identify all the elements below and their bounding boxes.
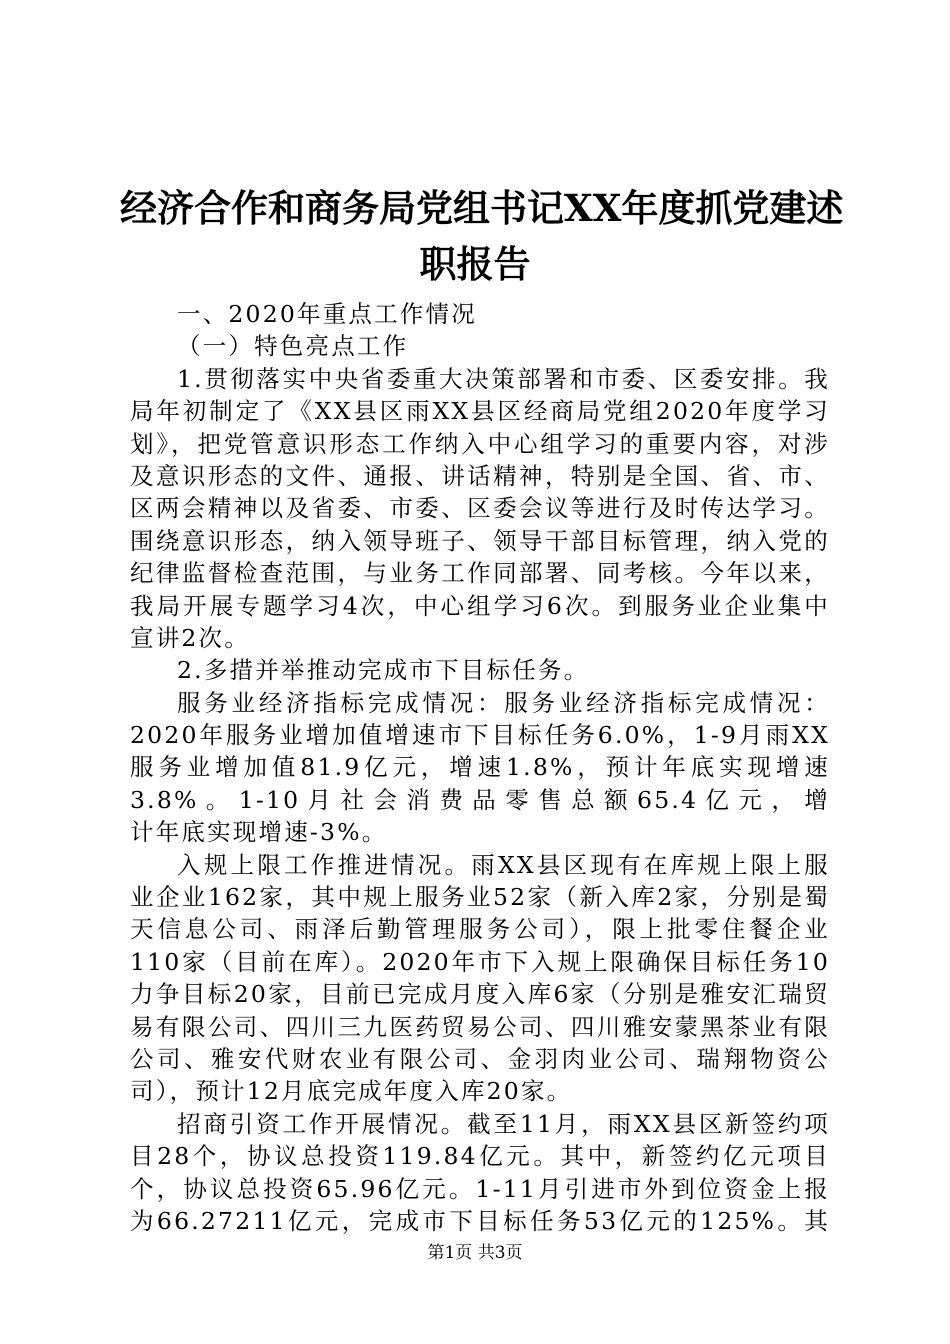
body-text-line: 宣讲2次。 xyxy=(130,623,250,652)
body-text-line: 2.多措并举推动完成市下目标任务。 xyxy=(177,656,590,685)
document-body xyxy=(130,298,830,1237)
body-text-line: 纪律监督检查范围，与业务工作同部署、同考核。今年以来， xyxy=(130,559,830,588)
body-text-line: 区两会精神以及省委、市委、区委会议等进行及时传达学习。 xyxy=(130,494,830,523)
body-text-line: 1.贯彻落实中央省委重大决策部署和市委、区委安排。我 xyxy=(177,364,830,393)
body-text-line: 服务业增加值81.9亿元，增速1.8%，预计年底实现增速 xyxy=(130,753,830,782)
body-text-line: 为66.27211亿元，完成市下目标任务53亿元的125%。其 xyxy=(130,1206,830,1235)
body-text-line: 围绕意识形态，纳入领导班子、领导干部目标管理，纳入党的 xyxy=(130,526,830,555)
body-text-line: 入规上限工作推进情况。雨XX县区现有在库规上限上服 xyxy=(177,850,830,879)
body-text-line: 公司、雅安代财农业有限公司、金羽肉业公司、瑞翔物资公 xyxy=(130,1044,830,1073)
document-title-line-1: 经济合作和商务局党组书记XX年度抓党建述 xyxy=(120,186,844,230)
body-text-line: 计年底实现增速-3%。 xyxy=(130,818,388,847)
body-text-line: 一、2020年重点工作情况 xyxy=(177,300,477,328)
body-text-line: 局年初制定了《XX县区雨XX县区经商局党组2020年度学习 xyxy=(130,397,830,426)
body-text-line: 业企业162家，其中规上服务业52家（新入库2家，分别是蜀 xyxy=(130,883,830,912)
body-text-line: 力争目标20家，目前已完成月度入库6家（分别是雅安汇瑞贸 xyxy=(130,980,830,1009)
body-text-line: （一）特色亮点工作 xyxy=(177,332,409,361)
page-footer: 第1页 共3页 xyxy=(427,1243,523,1263)
body-text-line: 我局开展专题学习4次，中心组学习6次。到服务业企业集中 xyxy=(130,591,830,620)
body-text-line: 司），预计12月底完成年度入库20家。 xyxy=(130,1077,573,1106)
body-text-line: 个，协议总投资65.96亿元。1-11月引进市外到位资金上报 xyxy=(130,1174,830,1203)
body-text-line: 目28个，协议总投资119.84亿元。其中，新签约亿元项目 xyxy=(130,1142,830,1171)
body-text-line: 划》，把党管意识形态工作纳入中心组学习的重要内容，对涉 xyxy=(130,429,830,458)
document-title-line-2: 职报告 xyxy=(419,242,531,286)
body-text-line: 天信息公司、雨泽后勤管理服务公司），限上批零住餐企业 xyxy=(130,915,830,944)
body-text-line: 易有限公司、四川三九医药贸易公司、四川雅安蒙黑茶业有限 xyxy=(130,1012,830,1041)
body-text-line: 及意识形态的文件、通报、讲话精神，特别是全国、省、市、 xyxy=(130,461,830,490)
body-text-line: 3.8%。1-10月社会消费品零售总额65.4亿元，增 xyxy=(130,785,830,814)
body-text-line: 招商引资工作开展情况。截至11月，雨XX县区新签约项 xyxy=(177,1109,830,1138)
body-text-line: 2020年服务业增加值增速市下目标任务6.0%，1-9月雨XX xyxy=(130,721,830,750)
body-text-line: 服务业经济指标完成情况：服务业经济指标完成情况： xyxy=(177,688,830,717)
body-text-line: 110家（目前在库）。2020年市下入规上限确保目标任务10 xyxy=(130,947,830,976)
